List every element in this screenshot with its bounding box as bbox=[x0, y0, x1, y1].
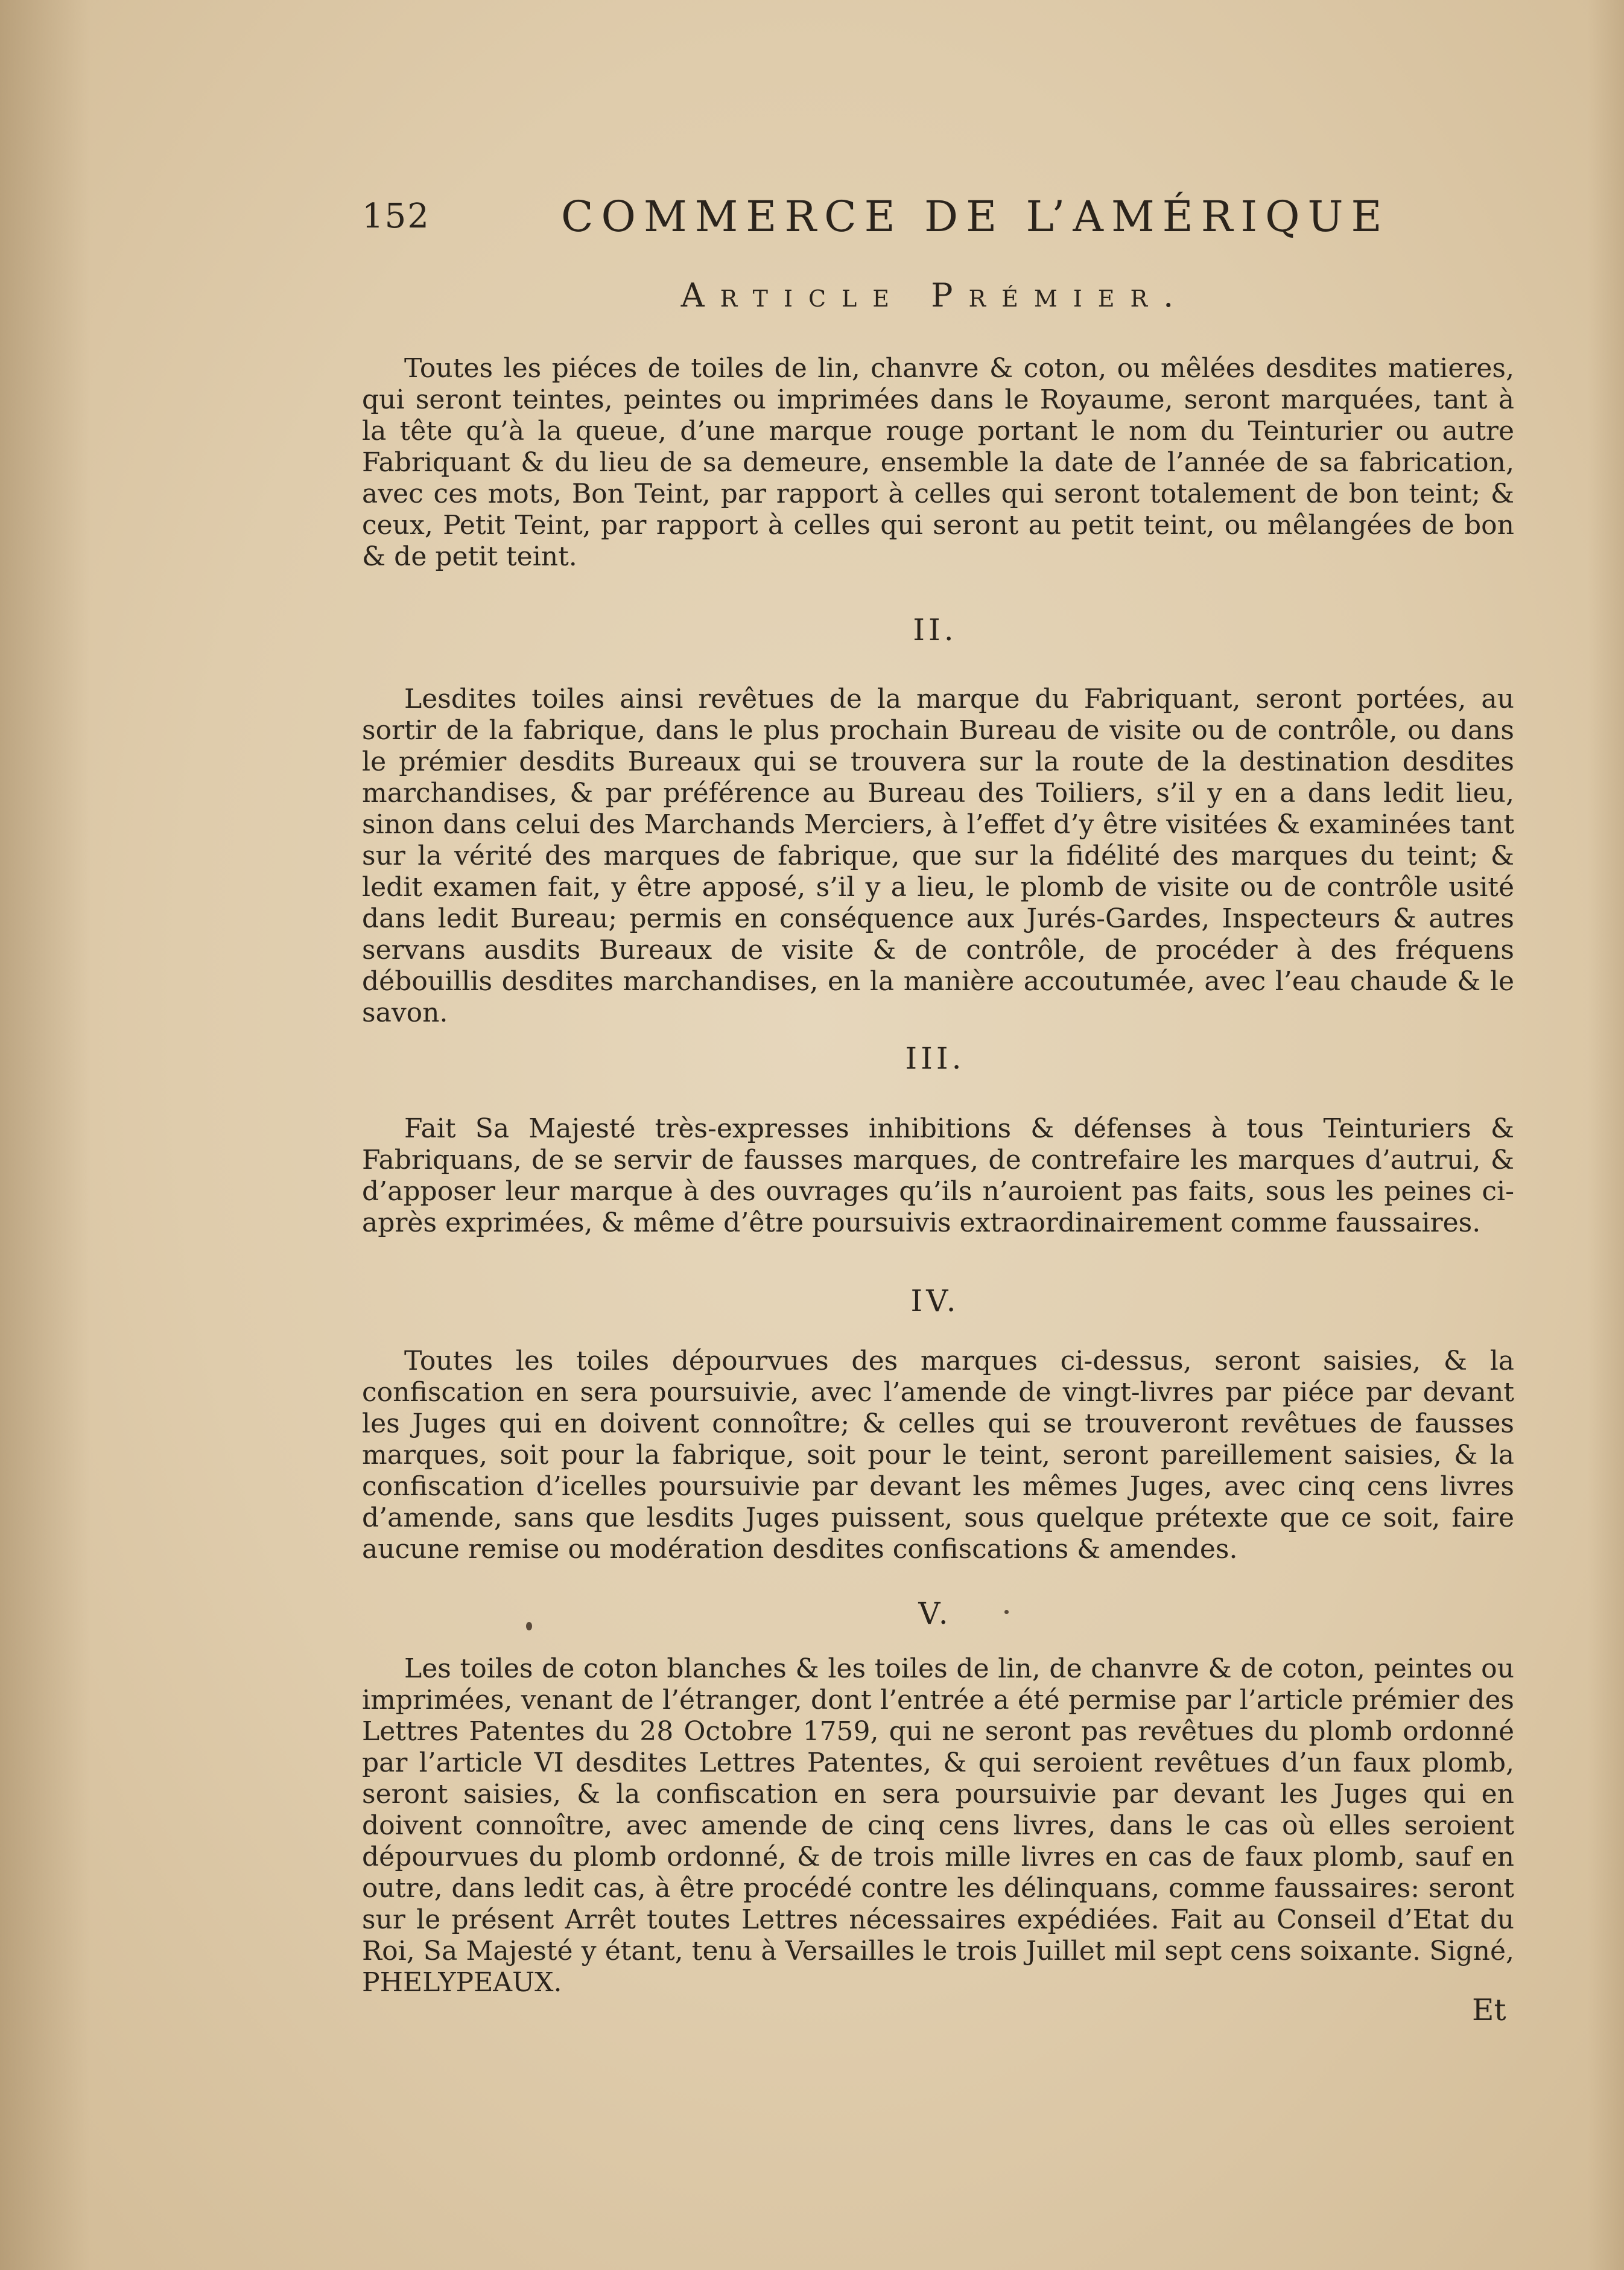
page-number: 152 bbox=[362, 197, 430, 236]
page-fold-shadow bbox=[0, 0, 90, 2270]
running-title: COMMERCE DE L’AMÉRIQUE bbox=[561, 192, 1390, 241]
page-header bbox=[362, 192, 1556, 246]
ink-speck bbox=[1004, 1610, 1009, 1614]
article-2-text: Lesdites toiles ainsi revêtues de la marque du Fabriquant, seront portées, au sortir de la fabrique, dans le plus prochain Bureau de visite ou de contrôle, ou dans le prémier desdits Bureaux qui se trouvera sur la route de la destination desdites marchandises, & par préférence au Bureau des Toiliers, s’il y en a dans ledit lieu, sinon dans celui des Marchands Merciers, à l’effet d’y être visitées & examinées tant sur la vérité des marques de fabrique, que sur la fidélité des marques du teint; & ledit examen fait, y être apposé, s’il y a lieu, le plomb de visite ou de contrôle usité dans ledit Bureau; permis en conséquence aux Jurés-Gardes, Inspecteurs & autres servans ausdits Bureaux de visite & de contrôle, de procéder à des fréquens débouillis desdites marchandises, en la manière accoutumée, avec l’eau chaude & le savon. bbox=[362, 684, 1514, 1028]
article-heading: Article Prémier. bbox=[680, 276, 1190, 314]
article-1-text: Toutes les piéces de toiles de lin, chanvre & coton, ou mêlées desdites matieres, qui seront teintes, peintes ou imprimées dans le Royaume, seront marquées, tant à la tête qu’à la queue, d’une marque rouge portant le nom du Teinturier ou autre Fabriquant & du lieu de sa demeure, ensemble la date de l’année de sa fabrication, avec ces mots, Bon Teint, par rapport à celles qui seront totalement de bon teint; & ceux, Petit Teint, par rapport à celles qui seront au petit teint, ou mêlangées de bon & de petit teint. bbox=[362, 353, 1514, 572]
ink-speck bbox=[526, 1622, 532, 1630]
catchword: Et bbox=[1472, 1992, 1506, 2027]
section-heading-2: II. bbox=[913, 612, 957, 647]
section-heading-5: V. bbox=[918, 1596, 952, 1631]
page-edge-shadow bbox=[1588, 0, 1624, 2270]
article-4-text: Toutes les toiles dépourvues des marques ci-dessus, seront saisies, & la confiscation en sera poursuivie, avec l’amende de vingt-livres par piéce par devant les Juges qui en doivent connoître; & celles qui se trouveront revêtues de fausses marques, soit pour la fabrique, soit pour le teint, seront pareillement saisies, & la confiscation d’icelles poursuivie par devant les mêmes Juges, avec cinq cens livres d’amende, sans que lesdits Juges puissent, sous quelque prétexte que ce soit, faire aucune remise ou modération desdites confiscations & amendes. bbox=[362, 1346, 1514, 1565]
article-5-text: Les toiles de coton blanches & les toiles de lin, de chanvre & de coton, peintes ou imprimées, venant de l’étranger, dont l’entrée a été permise par l’article prémier des Lettres Patentes du 28 Octobre 1759, qui ne seront pas revêtues du plomb ordonné par l’article VI desdites Lettres Patentes, & qui seroient revêtues d’un faux plomb, seront saisies, & la confiscation en sera poursuivie par devant les Juges qui en doivent connoître, avec amende de cinq cens livres, dans le cas où elles seroient dépourvues du plomb ordonné, & de trois mille livres en cas de faux plomb, sauf en outre, dans ledit cas, à être procédé contre les délinquans, comme faussaires: seront sur le présent Arrêt toutes Lettres nécessaires expédiées. Fait au Conseil d’Etat du Roi, Sa Majesté y étant, tenu à Versailles le trois Juillet mil sept cens soixante. Signé, PHELYPEAUX. bbox=[362, 1653, 1514, 1998]
section-heading-4: IV. bbox=[910, 1283, 960, 1318]
section-heading-3: III. bbox=[905, 1041, 965, 1076]
article-3-text: Fait Sa Majesté très-expresses inhibitions & défenses à tous Teinturiers & Fabriquans, de se servir de fausses marques, de contrefaire les marques d’autrui, & d’apposer leur marque à des ouvrages qu’ils n’auroient pas faits, sous les peines ci-après exprimées, & même d’être poursuivis extraordinairement comme faussaires. bbox=[362, 1113, 1514, 1238]
